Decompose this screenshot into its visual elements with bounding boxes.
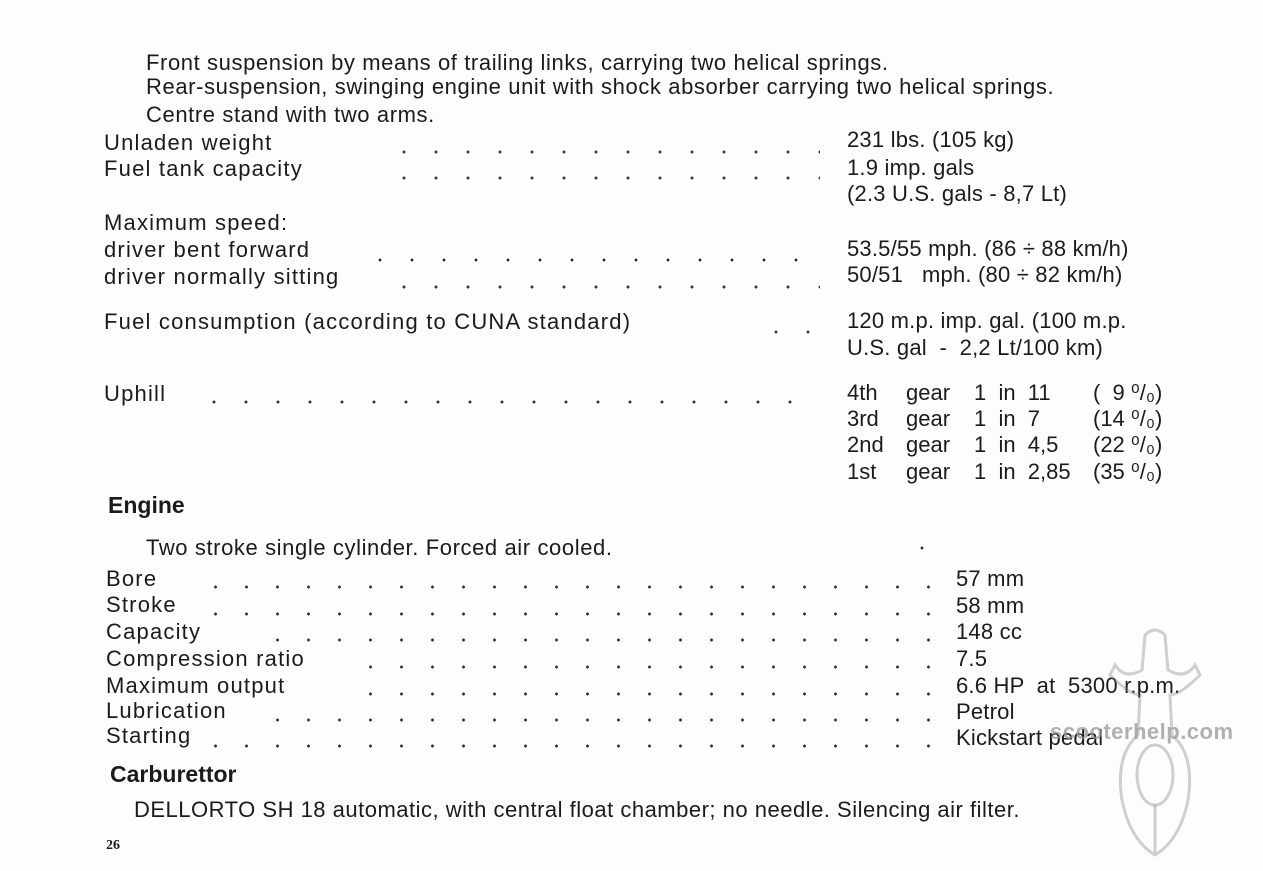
- uphill-gear-word: gear: [906, 380, 951, 405]
- uphill-ratio: 1 in 4,5: [974, 432, 1059, 457]
- uphill-percent: (22 ⁰/₀): [1093, 432, 1163, 457]
- leader-dots: [262, 718, 930, 722]
- uphill-gear: 3rd: [847, 406, 879, 431]
- spec-value-fuel-tank-us: (2.3 U.S. gals - 8,7 Lt): [847, 181, 1067, 206]
- uphill-ratio: 1 in 7: [974, 406, 1041, 431]
- engine-value-compression-ratio: 7.5: [956, 646, 988, 671]
- uphill-ratio: 1 in 11: [974, 380, 1051, 405]
- spec-value-fuel-consumption: 120 m.p. imp. gal. (100 m.p.: [847, 308, 1127, 333]
- spec-title-maximum-speed: Maximum speed:: [104, 210, 289, 235]
- uphill-percent: (14 ⁰/₀): [1093, 406, 1163, 431]
- engine-label-lubrication: Lubrication: [106, 698, 227, 723]
- spec-value-fuel-consumption-us: U.S. gal - 2,2 Lt/100 km): [847, 335, 1104, 360]
- leader-dots: [355, 692, 930, 696]
- spec-value-normally-sitting: 50/51 mph. (80 ÷ 82 km/h): [847, 262, 1123, 287]
- leader-dots: [200, 744, 930, 748]
- stray-dot: [906, 546, 936, 550]
- leader-dots: [388, 150, 820, 154]
- spec-label-normally-sitting: driver normally sitting: [104, 264, 340, 289]
- leader-dots: [388, 176, 820, 180]
- site-watermark: scooterhelp.com: [1050, 719, 1234, 744]
- uphill-gear-word: gear: [906, 406, 951, 431]
- spec-label-unladen-weight: Unladen weight: [104, 130, 273, 155]
- leader-dots: [355, 665, 930, 669]
- uphill-gear: 4th: [847, 380, 878, 405]
- engine-value-bore: 57 mm: [956, 566, 1025, 591]
- spec-value-bent-forward: 53.5/55 mph. (86 ÷ 88 km/h): [847, 236, 1129, 261]
- engine-label-capacity: Capacity: [106, 619, 202, 644]
- engine-label-stroke: Stroke: [106, 592, 177, 617]
- uphill-gear-word: gear: [906, 432, 951, 457]
- spec-label-fuel-tank: Fuel tank capacity: [104, 156, 303, 181]
- engine-label-compression-ratio: Compression ratio: [106, 646, 305, 671]
- uphill-gear-word: gear: [906, 459, 951, 484]
- uphill-percent: (35 ⁰/₀): [1093, 459, 1163, 484]
- spec-label-bent-forward: driver bent forward: [104, 237, 311, 262]
- engine-label-starting: Starting: [106, 723, 192, 748]
- engine-value-starting: Kickstart pedal: [956, 725, 1104, 750]
- engine-value-lubrication: Petrol: [956, 699, 1015, 724]
- engine-value-capacity: 148 cc: [956, 619, 1023, 644]
- spec-label-uphill: Uphill: [104, 381, 167, 406]
- uphill-ratio: 1 in 2,85: [974, 459, 1071, 484]
- leader-dots: [262, 638, 930, 642]
- uphill-percent: ( 9 ⁰/₀): [1093, 380, 1163, 405]
- intro-line-front-suspension: Front suspension by means of trailing links, carrying two helical springs.: [146, 50, 889, 75]
- uphill-gear: 2nd: [847, 432, 884, 457]
- section-heading-carburettor: Carburettor: [110, 761, 237, 787]
- engine-label-maximum-output: Maximum output: [106, 673, 286, 698]
- leader-dots: [364, 258, 820, 262]
- spec-label-fuel-consumption: Fuel consumption (according to CUNA standard): [104, 309, 632, 334]
- uphill-gear: 1st: [847, 459, 877, 484]
- engine-value-maximum-output: 6.6 HP at 5300 r.p.m.: [956, 673, 1181, 698]
- engine-description: Two stroke single cylinder. Forced air cooled.: [146, 535, 613, 560]
- section-heading-engine: Engine: [108, 492, 185, 518]
- engine-value-stroke: 58 mm: [956, 593, 1025, 618]
- spec-value-fuel-tank: 1.9 imp. gals: [847, 155, 975, 180]
- engine-label-bore: Bore: [106, 566, 158, 591]
- leader-dots: [200, 612, 930, 616]
- leader-dots: [198, 400, 820, 404]
- leader-dots: [388, 285, 820, 289]
- intro-line-rear-suspension: Rear-suspension, swinging engine unit with shock absorber carrying two helical springs.: [146, 74, 1055, 99]
- carburettor-description: DELLORTO SH 18 automatic, with central float chamber; no needle. Silencing air filter.: [134, 797, 1020, 822]
- spec-value-unladen-weight: 231 lbs. (105 kg): [847, 127, 1015, 152]
- leader-dots: [200, 585, 930, 589]
- leader-dots: [760, 330, 820, 334]
- intro-line-centre-stand: Centre stand with two arms.: [146, 102, 435, 127]
- page-number: 26: [106, 838, 120, 853]
